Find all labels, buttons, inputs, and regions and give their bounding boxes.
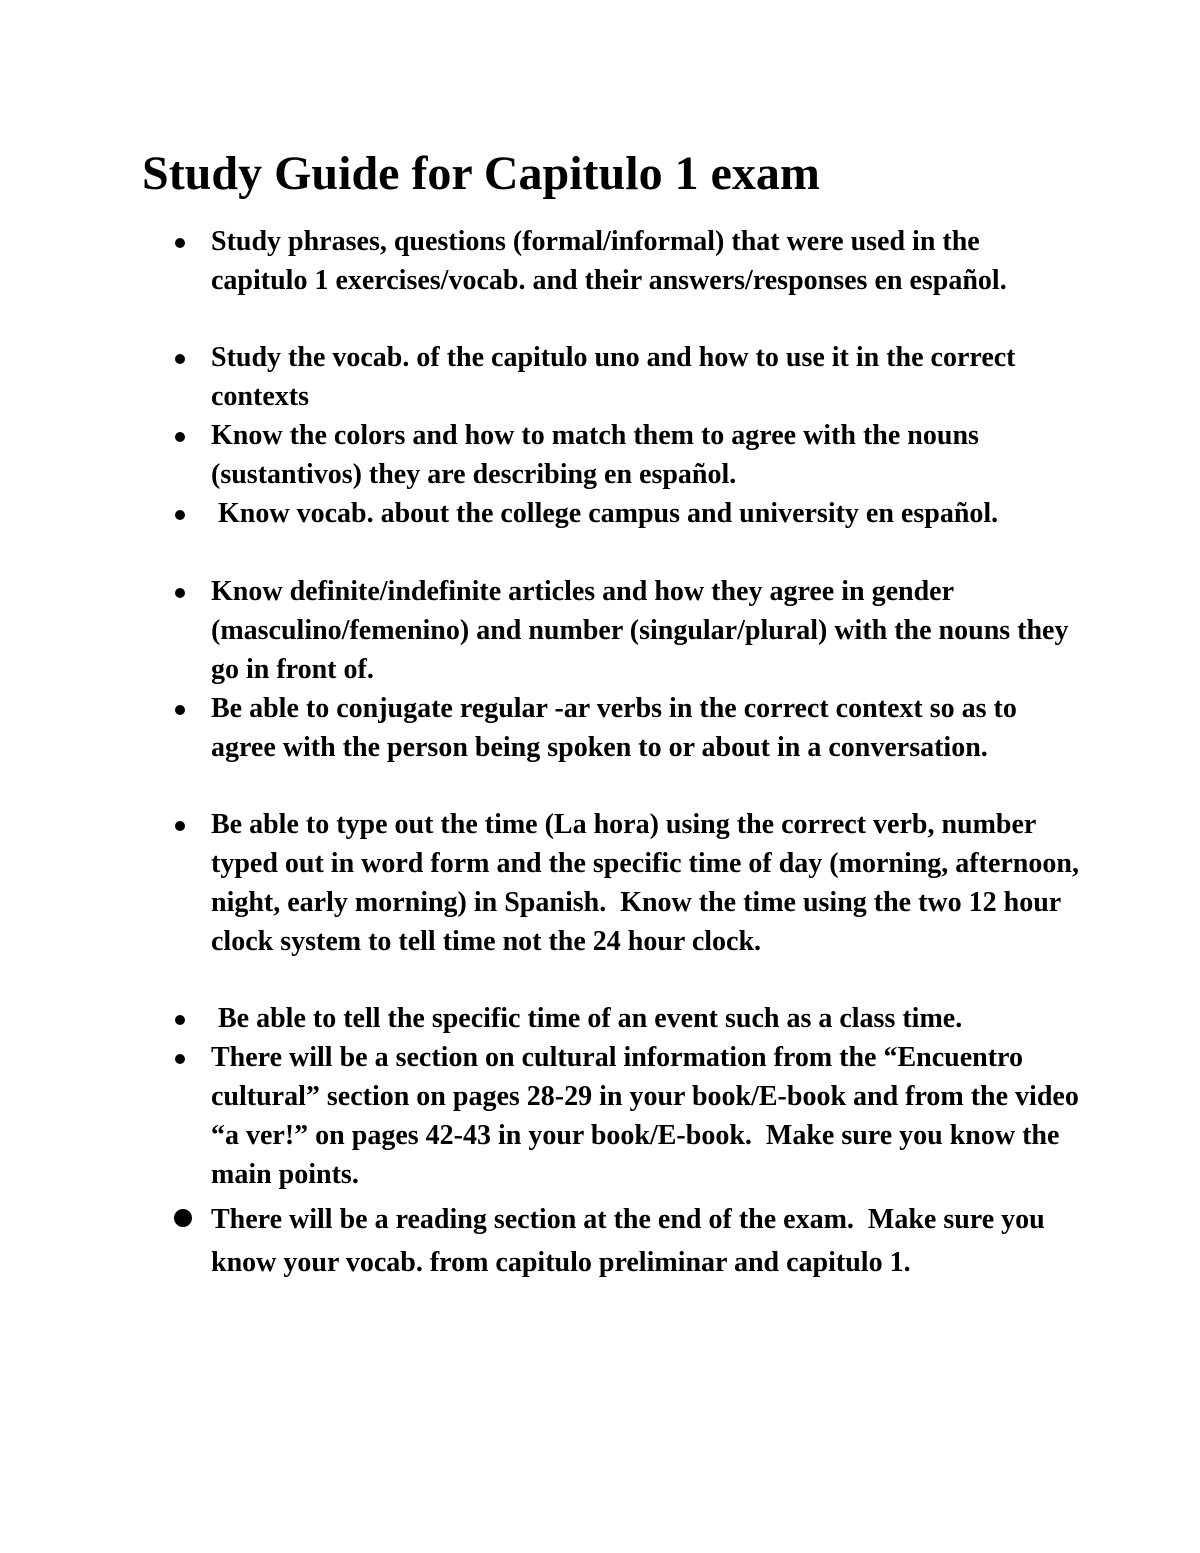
list-item bbox=[211, 416, 1081, 494]
list-item bbox=[211, 805, 1086, 961]
list-item bbox=[211, 494, 1081, 533]
list-item-text: There will be a section on cultural information from the “Encuentro cultural” section on pages 28-29 in your book/E-book and from the video “a ver!” on pages 42-43 in your book/E-book. Make sure you know the main points. bbox=[211, 1042, 1086, 1190]
list-item-text: Be able to conjugate regular -ar verbs in the correct context so as to agree with the person being spoken to or about in a conversation. bbox=[211, 693, 1024, 763]
bullet-icon bbox=[175, 705, 185, 715]
bullet-icon bbox=[175, 1054, 185, 1064]
list-item-text: Study phrases, questions (formal/informal) that were used in the capitulo 1 exercises/vocab. and their answers/responses en español. bbox=[211, 226, 1007, 296]
list-item bbox=[211, 338, 1081, 416]
list-item-text: Know the colors and how to match them to agree with the nouns (sustantivos) they are describing en español. bbox=[211, 420, 986, 490]
list-item bbox=[211, 1038, 1086, 1194]
document-title: Study Guide for Capitulo 1 exam bbox=[142, 147, 820, 200]
list-item bbox=[211, 689, 1081, 767]
list-item-text: Be able to tell the specific time of an event such as a class time. bbox=[211, 1003, 963, 1034]
bullet-icon bbox=[174, 1209, 192, 1227]
bullet-icon bbox=[175, 238, 185, 248]
bullet-icon bbox=[175, 1015, 185, 1025]
list-item-text: Study the vocab. of the capitulo uno and how to use it in the correct contexts bbox=[211, 342, 1023, 412]
list-item-text: Be able to type out the time (La hora) using the correct verb, number typed out in word form and the specific time of day (morning, afternoon, night, early morning) in Spanish. Know the time using the two 12 hour clock system to tell time not the 24 hour clock. bbox=[211, 809, 1086, 957]
list-item-text: Know vocab. about the college campus and university en español. bbox=[211, 498, 999, 529]
list-item bbox=[211, 1198, 1081, 1284]
list-item bbox=[211, 222, 1081, 300]
list-item bbox=[211, 572, 1081, 689]
bullet-icon bbox=[175, 510, 185, 520]
bullet-icon bbox=[175, 821, 185, 831]
bullet-icon bbox=[175, 588, 185, 598]
bullet-icon bbox=[175, 432, 185, 442]
list-item bbox=[211, 999, 1081, 1038]
list-item-text: Know definite/indefinite articles and how they agree in gender (masculino/femenino) and number (singular/plural) with the nouns they go in front of. bbox=[211, 576, 1076, 685]
bullet-icon bbox=[175, 354, 185, 364]
list-item-text: There will be a reading section at the end of the exam. Make sure you know your vocab. from capitulo preliminar and capitulo 1. bbox=[211, 1204, 1052, 1278]
